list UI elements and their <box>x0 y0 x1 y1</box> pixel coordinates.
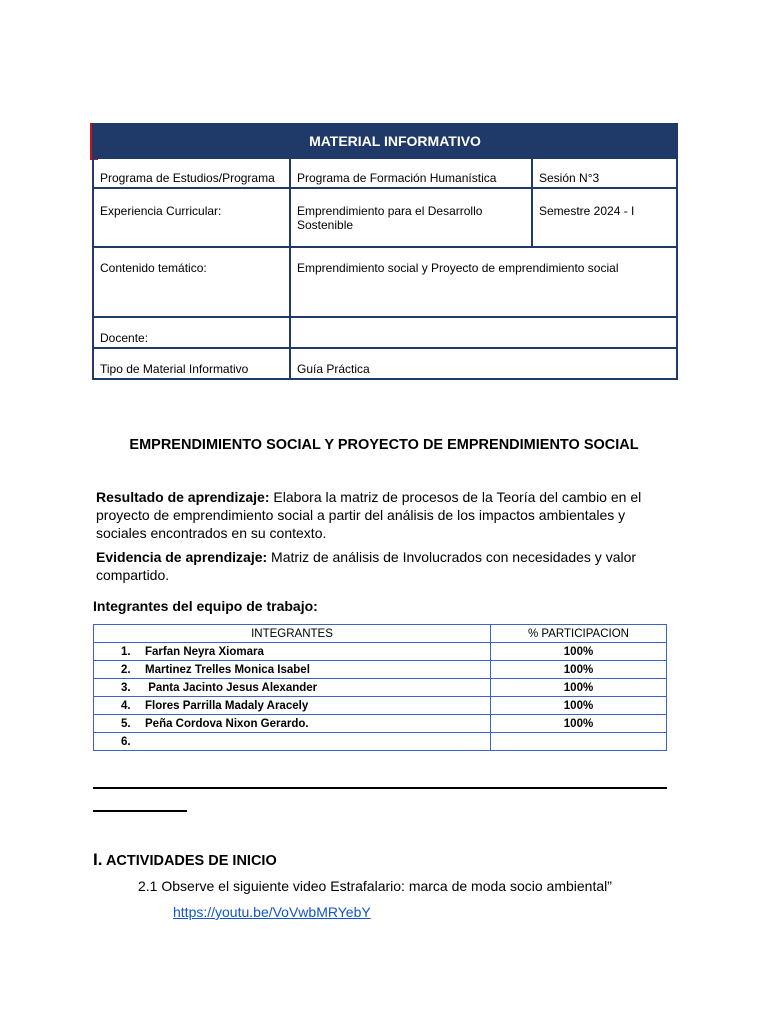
programa-label: Programa de Estudios/Programa <box>93 158 290 188</box>
tipo-label: Tipo de Material Informativo <box>93 348 290 379</box>
section-title: ACTIVIDADES DE INICIO <box>102 853 277 869</box>
resultado-label: Resultado de aprendizaje: <box>96 489 270 505</box>
experiencia-label: Experiencia Curricular: <box>93 188 290 247</box>
table-row <box>94 733 667 751</box>
activity-text: 2.1 Observe el siguiente video Estrafalario: marca de moda socio ambiental” <box>138 878 612 894</box>
resultado-paragraph <box>96 488 656 542</box>
video-link[interactable]: https://youtu.be/VoVwbMRYebY <box>173 904 371 920</box>
member-name: Panta Jacinto Jesus Alexander <box>145 681 318 694</box>
member-name: Flores Parrilla Madaly Aracely <box>145 699 309 712</box>
material-title: MATERIAL INFORMATIVO <box>93 124 677 158</box>
table-row <box>94 697 667 715</box>
resultado-text: Elabora la matriz de procesos de la Teoría del cambio en el proyecto de emprendimiento social a partir del análisis de los impactos ambientales y sociales encontrados en su contexto. <box>96 489 642 541</box>
table-row <box>94 715 667 733</box>
separator-line-short <box>93 810 187 812</box>
col-integrantes: INTEGRANTES <box>94 625 491 643</box>
member-num: 3. <box>121 681 131 694</box>
member-pct: 100% <box>491 697 667 715</box>
table-row <box>94 661 667 679</box>
member-pct: 100% <box>491 715 667 733</box>
team-label: Integrantes del equipo de trabajo: <box>93 598 318 614</box>
evidencia-label: Evidencia de aprendizaje: <box>96 549 268 565</box>
table-row <box>94 679 667 697</box>
document-title: EMPRENDIMIENTO SOCIAL Y PROYECTO DE EMPRENDIMIENTO SOCIAL <box>129 437 639 453</box>
evidencia-paragraph <box>96 548 656 584</box>
member-num: 1. <box>121 645 131 658</box>
member-pct <box>491 733 667 751</box>
member-pct: 100% <box>491 679 667 697</box>
member-name: Farfan Neyra Xiomara <box>145 645 264 658</box>
member-pct: 100% <box>491 661 667 679</box>
member-num: 5. <box>121 717 131 730</box>
separator-line <box>93 787 667 789</box>
programa-value: Programa de Formación Humanística <box>290 158 532 188</box>
sesion-value: Sesión N°3 <box>532 158 677 188</box>
docente-value <box>290 317 677 348</box>
member-num: 2. <box>121 663 131 676</box>
contenido-value: Emprendimiento social y Proyecto de emprendimiento social <box>290 247 677 317</box>
col-participacion: % PARTICIPACION <box>491 625 667 643</box>
section-heading <box>93 850 277 870</box>
team-table <box>93 624 667 751</box>
member-name: Peña Cordova Nixon Gerardo. <box>145 717 309 730</box>
evidencia-text: Matriz de análisis de Involucrados con necesidades y valor compartido. <box>96 549 637 583</box>
semestre-value: Semestre 2024 - I <box>532 188 677 247</box>
contenido-label: Contenido temático: <box>93 247 290 317</box>
docente-label: Docente: <box>93 317 290 348</box>
member-pct: 100% <box>491 643 667 661</box>
member-num: 6. <box>121 735 131 748</box>
member-name: Martinez Trelles Monica Isabel <box>145 663 310 676</box>
info-table <box>92 123 678 380</box>
tipo-value: Guía Práctica <box>290 348 677 379</box>
section-roman: I. <box>93 850 103 869</box>
experiencia-value: Emprendimiento para el Desarrollo Sostenible <box>290 188 532 247</box>
member-num: 4. <box>121 699 131 712</box>
table-row <box>94 643 667 661</box>
